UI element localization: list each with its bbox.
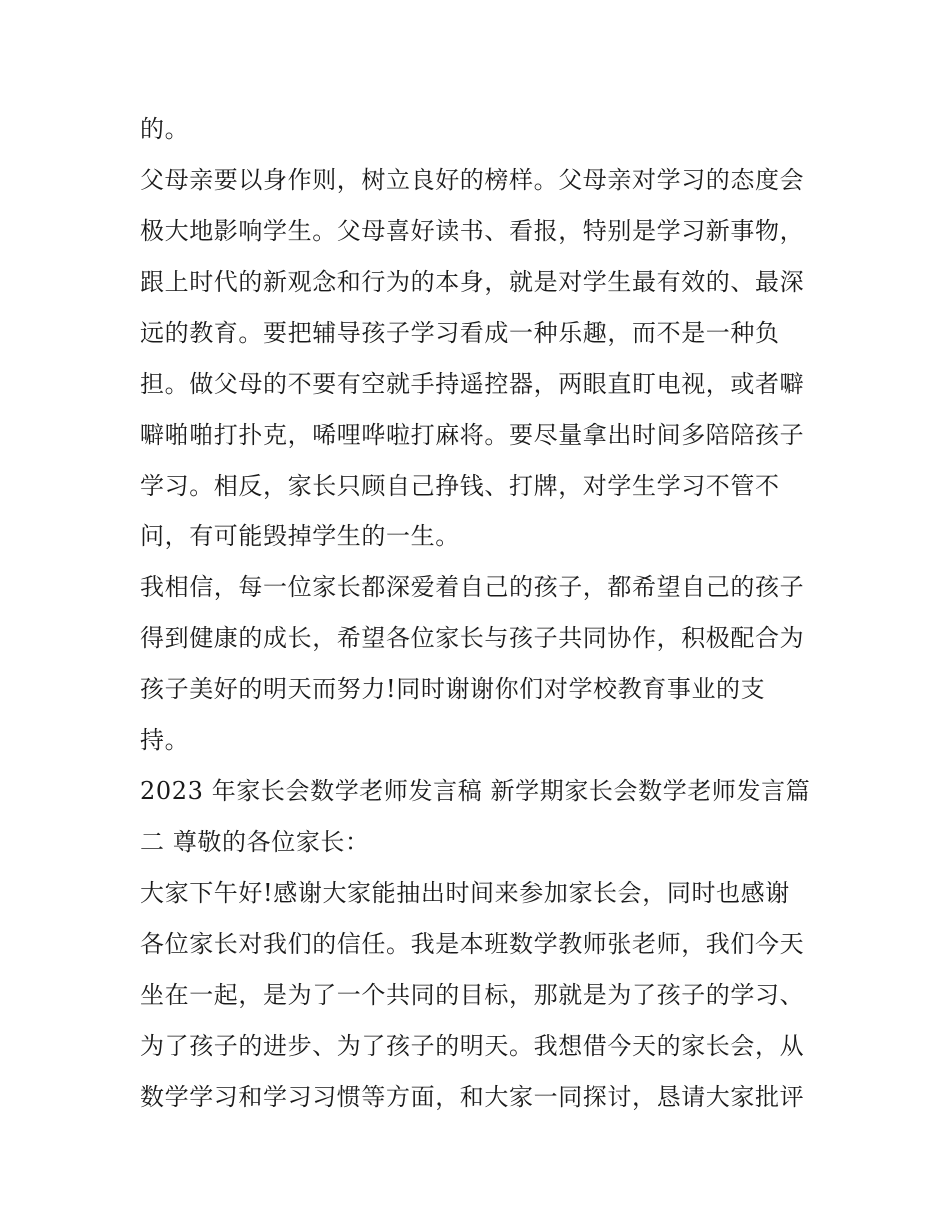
text-line: 各位家长对我们的信任。我是本班数学教师张老师，我们今天 [140, 930, 805, 958]
text-line: 问，有可能毁掉学生的一生。 [140, 522, 460, 550]
text-line: 父母亲要以身作则，树立良好的榜样。父母亲对学习的态度会 [140, 166, 805, 194]
text-line: 持。 [140, 726, 190, 754]
text-line: 学习。相反，家长只顾自己挣钱、打牌，对学生学习不管不 [140, 472, 780, 500]
text-line: 数学学习和学习习惯等方面，和大家一同探讨，恳请大家批评 [140, 1083, 805, 1111]
text-line: 担。做父母的不要有空就手持遥控器，两眼直盯电视，或者噼 [140, 370, 805, 398]
text-line: 的。 [140, 115, 190, 143]
text-line: 跟上时代的新观念和行为的本身，就是对学生最有效的、最深 [140, 268, 805, 296]
text-line: 得到健康的成长，希望各位家长与孩子共同协作，积极配合为 [140, 624, 805, 652]
text-line: 坐在一起，是为了一个共同的目标，那就是为了孩子的学习、 [140, 981, 805, 1009]
text-line: 我相信，每一位家长都深爱着自己的孩子，都希望自己的孩子 [140, 573, 805, 601]
text-line: 大家下午好!感谢大家能抽出时间来参加家长会，同时也感谢 [140, 879, 790, 907]
text-line: 2023 年家长会数学老师发言稿 新学期家长会数学老师发言篇 [140, 777, 811, 805]
text-line: 极大地影响学生。父母喜好读书、看报，特别是学习新事物， [140, 217, 805, 245]
text-line: 噼啪啪打扑克，唏哩哗啦打麻将。要尽量拿出时间多陪陪孩子 [140, 421, 805, 449]
text-line: 二 尊敬的各位家长： [140, 828, 370, 856]
text-line: 孩子美好的明天而努力!同时谢谢你们对学校教育事业的支 [140, 675, 766, 703]
text-line: 远的教育。要把辅导孩子学习看成一种乐趣，而不是一种负 [140, 319, 780, 347]
text-line: 为了孩子的进步、为了孩子的明天。我想借今天的家长会，从 [140, 1032, 805, 1060]
